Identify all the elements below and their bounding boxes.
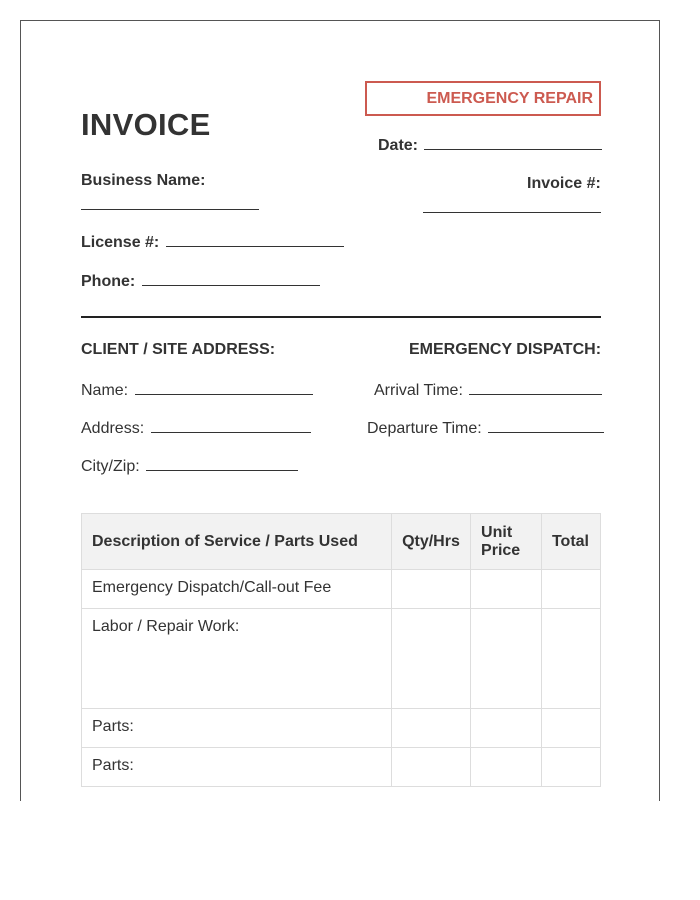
client-name-blank[interactable] (135, 380, 313, 395)
row-qty-cell[interactable] (392, 709, 471, 748)
row-total-cell[interactable] (541, 609, 600, 709)
arrival-time-label: Arrival Time: (374, 382, 463, 399)
client-heading: CLIENT / SITE ADDRESS: (81, 341, 276, 358)
client-address-field (81, 418, 311, 438)
business-name-label: Business Name: (81, 172, 206, 189)
row-qty-cell[interactable] (392, 609, 471, 709)
client-cityzip-field (81, 456, 298, 476)
business-name-blank[interactable] (81, 209, 259, 210)
header-qty-hrs: Qty/Hrs (392, 514, 471, 570)
license-blank[interactable] (166, 232, 344, 247)
row-unit-price-cell[interactable] (471, 609, 542, 709)
date-blank[interactable] (424, 135, 602, 150)
client-name-field (81, 380, 313, 400)
departure-time-label: Departure Time: (367, 420, 482, 437)
date-label: Date: (378, 137, 419, 154)
header-unit-price: Unit Price (471, 514, 542, 570)
section-divider (81, 316, 601, 318)
phone-field (81, 271, 320, 291)
header-total: Total (541, 514, 600, 570)
row-description[interactable]: Parts: (82, 748, 392, 787)
emergency-repair-stamp: EMERGENCY REPAIR (365, 81, 601, 116)
phone-blank[interactable] (142, 271, 320, 286)
service-items-table (81, 513, 601, 787)
client-cityzip-label: City/Zip: (81, 458, 140, 475)
dispatch-heading: EMERGENCY DISPATCH: (409, 341, 602, 358)
table-row (82, 709, 601, 748)
row-qty-cell[interactable] (392, 748, 471, 787)
invoice-title: INVOICE (81, 107, 211, 142)
client-cityzip-blank[interactable] (146, 456, 298, 471)
table-header-row (82, 514, 601, 570)
row-qty-cell[interactable] (392, 570, 471, 609)
client-address-blank[interactable] (151, 418, 311, 433)
row-unit-price-cell[interactable] (471, 570, 542, 609)
date-field (378, 135, 602, 155)
departure-time-field (367, 418, 604, 438)
arrival-time-field (374, 380, 602, 400)
row-description[interactable]: Parts: (82, 709, 392, 748)
invoice-number-blank[interactable] (423, 212, 601, 213)
invoice-page (20, 20, 660, 801)
row-total-cell[interactable] (541, 570, 600, 609)
arrival-time-blank[interactable] (469, 380, 602, 395)
header-description: Description of Service / Parts Used (82, 514, 392, 570)
client-address-label: Address: (81, 420, 145, 437)
row-unit-price-cell[interactable] (471, 709, 542, 748)
client-name-label: Name: (81, 382, 129, 399)
row-description[interactable]: Emergency Dispatch/Call-out Fee (82, 570, 392, 609)
row-total-cell[interactable] (541, 748, 600, 787)
invoice-number-label: Invoice #: (527, 175, 601, 192)
row-total-cell[interactable] (541, 709, 600, 748)
license-field (81, 232, 344, 252)
phone-label: Phone: (81, 273, 136, 290)
row-description[interactable]: Labor / Repair Work: (82, 609, 392, 709)
departure-time-blank[interactable] (488, 418, 604, 433)
table-row (82, 570, 601, 609)
table-row (82, 609, 601, 709)
row-unit-price-cell[interactable] (471, 748, 542, 787)
license-label: License #: (81, 234, 160, 251)
table-row (82, 748, 601, 787)
